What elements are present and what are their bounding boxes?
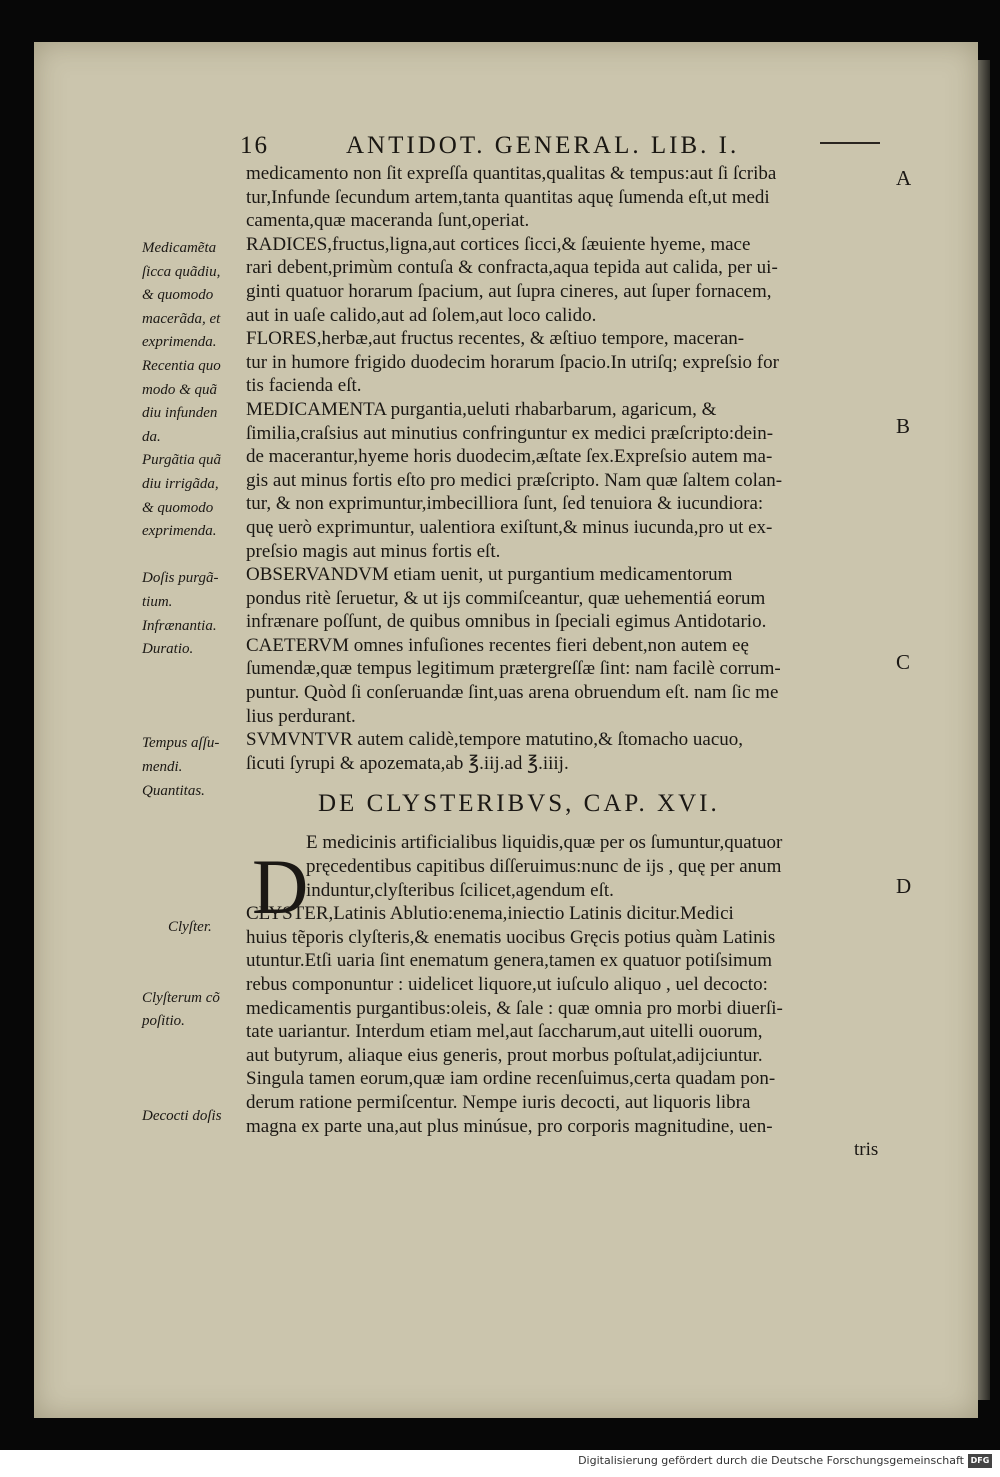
text-line: ſicuti ſyrupi & apozemata,ab ℥.iij.ad ℥.iiij. (246, 752, 569, 774)
margin-note: da. (142, 428, 161, 445)
text-line: medicamento non ſit expreſſa quantitas,qualitas & tempus:aut ſi ſcriba (246, 163, 777, 184)
text-line: aut butyrum, aliaque eius generis, prout morbus poſtulat,adijciuntur. (246, 1044, 763, 1066)
marginal-notes (142, 237, 247, 803)
margin-note: ſicca quãdiu, (142, 263, 221, 280)
running-header (240, 132, 900, 166)
text-line: rebus componuntur : uidelicet liquore,ut iuſculo aliquo , uel decocto: (246, 974, 768, 995)
margin-note: Recentia quo (142, 357, 221, 374)
text-line: CAETERVM omnes infuſiones recentes fieri debent,non autem eę (246, 634, 749, 656)
text-line: tate uariantur. Interdum etiam mel,aut ſaccharum,aut uitelli ouorum, (246, 1021, 763, 1043)
text-line: tris (854, 1139, 879, 1161)
text-line: infrænare poſſunt, de quibus omnibus in ſpeciali egimus Antidotario. (246, 611, 767, 633)
footer-bar (0, 1450, 1000, 1477)
margin-note: Purgãtia quã (142, 452, 222, 469)
marginal-notes-2 (142, 916, 247, 1128)
text-line: rari debent,primùm contuſa & confracta,aqua tepida aut calida, per ui- (246, 257, 778, 279)
margin-note: diu infunden (142, 405, 218, 422)
margin-note: Decocti doſis (142, 1107, 222, 1124)
page-edge (978, 60, 990, 1400)
text-line: magna ex parte una,aut plus minúsue, pro corporis magnitudine, uen- (246, 1115, 773, 1137)
text-line: tur in humore frigido duodecim horarum ſpacio.In utriſq; expreſsio for (246, 351, 779, 373)
margin-note: poſitio. (142, 1013, 185, 1030)
margin-note: modo & quã (142, 381, 217, 398)
text-line: quę uerò exprimuntur, ualentiora exiſtunt,& minus iucunda,pro ut ex- (246, 516, 773, 538)
text-line: medicamentis purgantibus:oleis, & ſale : quæ omnia pro morbi diuerſi- (246, 997, 783, 1019)
margin-note: mendi. (142, 759, 183, 776)
text-line: tur,Infunde ſecundum artem,tanta quantitas aquę ſumenda eſt,ut medi (246, 186, 770, 208)
margin-note: Clyſter. (168, 919, 212, 935)
page-number: 16 (240, 132, 269, 159)
running-title: ANTIDOT. GENERAL. LIB. I. (346, 132, 740, 159)
text-line: tis facienda eſt. (246, 375, 362, 397)
margin-note: Duratio. (142, 641, 194, 658)
text-line: derum ratione permiſcentur. Nempe iuris decocti, aut liquoris libra (246, 1091, 751, 1113)
text-line: aut in uaſe calido,aut ad ſolem,aut loco calido. (246, 304, 597, 326)
margin-note: Doſis purgã- (142, 570, 219, 587)
dfg-logo: DFG (968, 1454, 992, 1468)
text-line: ſumendæ,quæ tempus legitimum prætergreſſæ ſint: nam facilè corrum- (246, 658, 781, 680)
text-line: CLYSTER,Latinis Ablutio:enema,iniectio Latinis dicitur.Medici (246, 903, 734, 925)
margin-note: Tempus aſſu- (142, 735, 220, 752)
text-line: huius tẽporis clyſteris,& enematis uocibus Gręcis potius quàm Latinis (246, 926, 776, 948)
chapter-heading: DE CLYSTERIBVS, CAP. XVI. (318, 790, 720, 818)
text-line: OBSERVANDVM etiam uenit, ut purgantium medicamentorum (246, 564, 733, 586)
margin-note: exprimenda. (142, 523, 217, 540)
margin-note: Infrænantia. (142, 617, 217, 634)
text-line: pondus ritè ſeruetur, & ut ijs commiſceantur, quæ uehementiá eorum (246, 587, 766, 609)
margin-note: & quomodo (142, 499, 214, 516)
text-line: induntur,clyſteribus ſcilicet,agendum eſt. (306, 879, 614, 901)
text-line: RADICES,fructus,ligna,aut cortices ſicci,& ſæuiente hyeme, mace (246, 233, 751, 255)
text-line: preſsio magis aut minus fortis eſt. (246, 540, 501, 562)
text-line: SVMVNTVR autem calidè,tempore matutino,& ſtomacho uacuo, (246, 729, 744, 751)
margin-note: macerãda, et (142, 310, 221, 327)
margin-note: & quomodo (142, 287, 214, 304)
drop-cap: D (252, 843, 309, 930)
funding-credit: Digitalisierung gefördert durch die Deutsche Forschungsgemeinschaft (578, 1454, 964, 1467)
section-letter-b: B (896, 414, 911, 438)
text-line: tur, & non exprimuntur,imbecilliora ſunt, ſed tenuiora & iucundiora: (246, 493, 764, 515)
text-line: camenta,quæ maceranda ſunt,operiat. (246, 210, 530, 232)
margin-note: exprimenda. (142, 334, 217, 351)
text-line: puntur. Quòd ſi conſeruandæ ſint,uas arena obruendum eſt. nam ſic me (246, 682, 779, 704)
main-text (246, 162, 906, 1162)
text-line: MEDICAMENTA purgantia,ueluti rhabarbarum, agaricum, & (246, 398, 717, 420)
section-letter-a: A (896, 166, 912, 190)
text-line: Singula tamen eorum,quæ iam ordine recenſuimus,certa quadam pon- (246, 1068, 776, 1090)
text-line: E medicinis artificialibus liquidis,quæ per os ſumuntur,quatuor (306, 832, 783, 854)
text-line: FLORES,herbæ,aut fructus recentes, & æſtiuo tempore, maceran- (246, 328, 745, 350)
section-letter-c: C (896, 650, 911, 674)
margin-note: Medicamẽta (142, 240, 217, 256)
text-line: utuntur.Etſi uaria ſint enematum genera,tamen ex quatuor potiſsimum (246, 950, 773, 972)
section-letter-d: D (896, 874, 912, 898)
text-line: de macerantur,hyeme horis duodecim,æſtate ſex.Expreſsio autem ma- (246, 446, 773, 468)
text-line: pręcedentibus capitibus diſſeruimus:nunc de ijs , quę per anum (306, 856, 782, 878)
margin-note: Clyſterum cõ (142, 989, 220, 1006)
text-line: lius perdurant. (246, 705, 356, 727)
text-line: gis aut minus fortis eſto pro medici præſcripto. Nam quæ ſaltem colan- (246, 469, 783, 491)
header-rule (820, 142, 880, 144)
margin-note: diu irrigãda, (142, 475, 219, 492)
margin-note: tium. (142, 593, 173, 610)
text-line: ſimilia,craſsius aut minutius confringuntur ex medici præſcripto:dein- (246, 422, 774, 444)
text-line: ginti quatuor horarum ſpacium, aut ſupra cineres, aut ſuper fornacem, (246, 280, 772, 302)
margin-note: Quantitas. (142, 782, 205, 799)
